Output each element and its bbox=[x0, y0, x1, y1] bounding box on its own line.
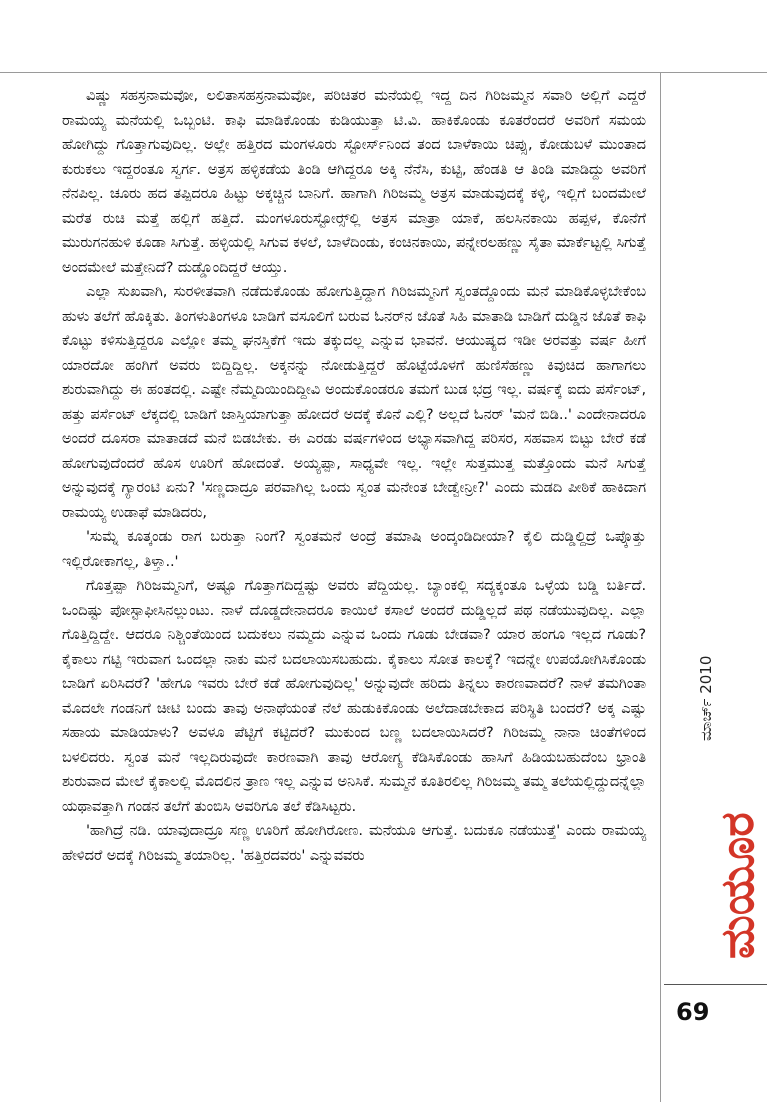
article-body bbox=[62, 84, 646, 868]
footer-rule bbox=[664, 984, 767, 985]
paragraph-4: ಗೊತ್ತಪ್ಪಾ ಗಿರಿಜಮ್ಮನಿಗೆ, ಅಷ್ಟೂ ಗೊತ್ತಾಗದಿದ್ದಷ್ಟು ಅವರು ಪೆದ್ದಿಯಲ್ಲ. ಬ್ಯಾಂಕಲ್ಲಿ ಸದ್ಯಕ್ಕಂತೂ ಒಳ್ಳೆಯ ಬಡ್ಡಿ ಬರ್ತಿದೆ. ಒಂದಿಷ್ಟು ಪೋಸ್ಟಾಫೀಸಿನಲ್ಲುಂಟು. ನಾಳೆ ದೊಡ್ಡದೇನಾದರೂ ಕಾಯಿಲೆ ಕಸಾಲೆ ಅಂದರೆ ದುಡ್ಡಿಲ್ಲದೆ ಪಥ ನಡೆಯುವುದಿಲ್ಲ. ಎಲ್ಲಾ ಗೊತ್ತಿದ್ದಿದ್ದೇ. ಆದರೂ ನಿಶ್ಚಿಂತೆಯಿಂದ ಬದುಕಲು ನಮ್ಮದು ಎನ್ನುವ ಒಂದು ಗೂಡು ಬೇಡವಾ? ಯಾರ ಹಂಗೂ ಇಲ್ಲದ ಗೂಡು? ಕೈಕಾಲು ಗಟ್ಟಿ ಇರುವಾಗ ಒಂದಲ್ಲಾ ನಾಕು ಮನೆ ಬದಲಾಯಿಸಬಹುದು. ಕೈಕಾಲು ಸೋತ ಕಾಲಕ್ಕೆ? ಇದನ್ನೇ ಉಪಯೋಗಿಸಿಕೊಂಡು ಬಾಡಿಗೆ ಏರಿಸಿದರೆ? 'ಹೇಗೂ ಇವರು ಬೇರೆ ಕಡೆ ಹೋಗುವುದಿಲ್ಲ' ಅನ್ನುವುದೇ ಹರಿದು ತಿನ್ನಲು ಕಾರಣವಾದರೆ? ನಾಳೆ ತಮಗಿಂತಾ ಮೊದಲೇ ಗಂಡನಿಗೆ ಚೀಟಿ ಬಂದು ತಾವು ಅನಾಥೆಯಂತೆ ನೆಲೆ ಹುಡುಕಿಕೊಂಡು ಅಲೆದಾಡಬೇಕಾದ ಪರಿಸ್ಥಿತಿ ಬಂದರೆ? ಅಕ್ಕ ಎಷ್ಟು ಸಹಾಯ ಮಾಡಿಯಾಳು? ಅವಳೂ ಪೆಟ್ಟಿಗೆ ಕಟ್ಟಿದರೆ? ಮುಕುಂದ ಬಣ್ಣ ಬದಲಾಯಿಸಿದರೆ? ಗಿರಿಜಮ್ಮ ನಾನಾ ಚಿಂತೆಗಳಿಂದ ಬಳಲಿದರು. ಸ್ವಂತ ಮನೆ ಇಲ್ಲದಿರುವುದೇ ಕಾರಣವಾಗಿ ತಾವು ಆರೋಗ್ಯ ಕೆಡಿಸಿಕೊಂಡು ಹಾಸಿಗೆ ಹಿಡಿಯಬಹುದೆಂಬ ಭ್ರಾಂತಿ ಶುರುವಾದ ಮೇಲೆ ಕೈಕಾಲಲ್ಲಿ ಮೊದಲಿನ ತ್ರಾಣ ಇಲ್ಲ ಎನ್ನುವ ಅನಿಸಿಕೆ. ಸುಮ್ಮನೆ ಕೂತಿರಲಿಲ್ಲ ಗಿರಿಜಮ್ಮ ತಮ್ಮ ತಲೆಯಲ್ಲಿದ್ದುದನ್ನೆಲ್ಲಾ ಯಥಾವತ್ತಾಗಿ ಗಂಡನ ತಲೆಗೆ ತುಂಬಿಸಿ ಅವರಿಗೂ ತಲೆ ಕೆಡಿಸಿಟ್ಟರು. bbox=[62, 577, 646, 815]
margin-rule bbox=[660, 72, 661, 1102]
page-number: 69 bbox=[676, 998, 710, 1026]
magazine-title: ಮಯೂರ bbox=[710, 812, 764, 959]
top-rule bbox=[0, 72, 767, 73]
paragraph-1: ವಿಷ್ಣು ಸಹಸ್ರನಾಮವೋ, ಲಲಿತಾಸಹಸ್ರನಾಮವೋ, ಪರಿಚಿತರ ಮನೆಯಲ್ಲಿ ಇದ್ದ ದಿನ ಗಿರಿಜಮ್ಮನ ಸವಾರಿ ಅಲ್ಲಿಗೆ ಎದ್ದರೆ ರಾಮಯ್ಯ ಮನೆಯಲ್ಲಿ ಒಬ್ಬಂಟಿ. ಕಾಫಿ ಮಾಡಿಕೊಂಡು ಕುಡಿಯುತ್ತಾ ಟಿ.ವಿ. ಹಾಕಿಕೊಂಡು ಕೂತರೆಂದರೆ ಅವರಿಗೆ ಸಮಯ ಹೋಗಿದ್ದು ಗೊತ್ತಾಗುವುದಿಲ್ಲ. ಅಲ್ಲೇ ಹತ್ತಿರದ ಮಂಗಳೂರು ಸ್ಟೋರ್ಸ್‌ನಿಂದ ತಂದ ಬಾಳೆಕಾಯಿ ಚಿಪ್ಸು, ಕೋಡುಬಳೆ ಮುಂತಾದ ಕುರುಕಲು ಇದ್ದರಂತೂ ಸ್ವರ್ಗ. ಅತ್ರಸ ಹಳ್ಳಿಕಡೆಯ ತಿಂಡಿ ಆಗಿದ್ದರೂ ಅಕ್ಕಿ ನೆನೆಸಿ, ಕುಟ್ಟಿ, ಹೆಂಡತಿ ಆ ತಿಂಡಿ ಮಾಡಿದ್ದು ಅವರಿಗೆ ನೆನಪಿಲ್ಲ. ಚೂರು ಹದ ತಪ್ಪಿದರೂ ಹಿಟ್ಟು ಅಕ್ಕಚ್ಚಿನ ಬಾನಿಗೆ. ಹಾಗಾಗಿ ಗಿರಿಜಮ್ಮ ಅತ್ರಸ ಮಾಡುವುದಕ್ಕೆ ಕಳ್ಳಿ, ಇಲ್ಲಿಗೆ ಬಂದಮೇಲೆ ಮರೆತ ರುಚಿ ಮತ್ತೆ ಹಲ್ಲಿಗೆ ಹತ್ತಿದೆ. ಮಂಗಳೂರುಸ್ಟೋರ್‍ಸ್‌ಲ್ಲಿ ಅತ್ರಸ ಮಾತ್ರಾ ಯಾಕೆ, ಹಲಸಿನಕಾಯಿ ಹಪ್ಪಳ, ಕೊನೆಗೆ ಮುರುಗನಹುಳಿ ಕೂಡಾ ಸಿಗುತ್ತೆ. ಹಳ್ಳಿಯಲ್ಲಿ ಸಿಗುವ ಕಳಲೆ, ಬಾಳೆದಿಂಡು, ಕಂಚಿನಕಾಯಿ, ಪನ್ನೇರಲಹಣ್ಣು ಸೈತಾ ಮಾರ್ಕೆಟ್ಟಲ್ಲಿ ಸಿಗುತ್ತೆ ಅಂದಮೇಲೆ ಮತ್ತೇನಿದೆ? ದುಡ್ಡೊಂದಿದ್ದರೆ ಆಯ್ತು. bbox=[62, 87, 646, 276]
issue-date: ಮಾರ್ಚ್ 2010 bbox=[697, 655, 715, 741]
paragraph-2: ಎಲ್ಲಾ ಸುಖವಾಗಿ, ಸುರಳೀತವಾಗಿ ನಡೆದುಕೊಂಡು ಹೋಗುತ್ತಿದ್ದಾಗ ಗಿರಿಜಮ್ಮನಿಗೆ ಸ್ವಂತದ್ದೊಂದು ಮನೆ ಮಾಡಿಕೊಳ್ಳಬೇಕೆಂಬ ಹುಳು ತಲೆಗೆ ಹೊಕ್ಕಿತು. ತಿಂಗಳುತಿಂಗಳೂ ಬಾಡಿಗೆ ವಸೂಲಿಗೆ ಬರುವ ಓನರ್‌ನ ಜೊತೆ ಸಿಹಿ ಮಾತಾಡಿ ಬಾಡಿಗೆ ದುಡ್ಡಿನ ಜೊತೆ ಕಾಫಿ ಕೊಟ್ಟು ಕಳಿಸುತ್ತಿದ್ದರೂ ಎಲ್ಲೋ ತಮ್ಮ ಘನಸ್ತಿಕೆಗೆ ಇದು ತಕ್ಕುದಲ್ಲ ಎನ್ನುವ ಭಾವನೆ. ಆಯುಷ್ಯದ ಇಡೀ ಅರವತ್ತು ವರ್ಷ ಹೀಗೆ ಯಾರದೋ ಹಂಗಿಗೆ ಅವರು ಬಿದ್ದಿದ್ದಿಲ್ಲ. ಅಕ್ಕನನ್ನು ನೋಡುತ್ತಿದ್ದರೆ ಹೊಟ್ಟೆಯೊಳಗೆ ಹುಣಿಸೆಹಣ್ಣು ಕಿವುಚಿದ ಹಾಗಾಗಲು ಶುರುವಾಗಿದ್ದು ಈ ಹಂತದಲ್ಲಿ. ಎಷ್ಟೇ ನೆಮ್ಮದಿಯಿಂದಿದ್ದೀವಿ ಅಂದುಕೊಂಡರೂ ತಮಗೆ ಬುಡ ಭದ್ರ ಇಲ್ಲ. ವರ್ಷಕ್ಕೆ ಐದು ಪರ್ಸೆಂಟ್, ಹತ್ತು ಪರ್ಸೆಂಟ್ ಲೆಕ್ಕದಲ್ಲಿ ಬಾಡಿಗೆ ಜಾಸ್ತಿಯಾಗುತ್ತಾ ಹೋದರೆ ಅದಕ್ಕೆ ಕೊನೆ ಎಲ್ಲಿ? ಅಲ್ಲದೆ ಓನರ್ 'ಮನೆ ಬಿಡಿ..' ಎಂದೇನಾದರೂ ಅಂದರೆ ದೂಸರಾ ಮಾತಾಡದೆ ಮನೆ ಬಿಡಬೇಕು. ಈ ಎರಡು ವರ್ಷಗಳಿಂದ ಅಭ್ಯಾಸವಾಗಿದ್ದ ಪರಿಸರ, ಸಹವಾಸ ಬಿಟ್ಟು ಬೇರೆ ಕಡೆ ಹೋಗುವುದೆಂದರೆ ಹೊಸ ಊರಿಗೆ ಹೋದಂತೆ. ಅಯ್ಯಪ್ಪಾ, ಸಾಧ್ಯವೇ ಇಲ್ಲ. ಇಲ್ಲೇ ಸುತ್ತಮುತ್ತ ಮತ್ತೊಂದು ಮನೆ ಸಿಗುತ್ತೆ ಅನ್ನುವುದಕ್ಕೆ ಗ್ಯಾರಂಟಿ ಏನು? 'ಸಣ್ಣದಾದ್ರೂ ಪರವಾಗಿಲ್ಲ ಒಂದು ಸ್ವಂತ ಮನೇಂತ ಬೇಡ್ವೇನ್ರೀ?' ಎಂದು ಮಡದಿ ಪೀಠಿಕೆ ಹಾಕಿದಾಗ ರಾಮಯ್ಯ ಉಡಾಫೆ ಮಾಡಿದರು, bbox=[62, 283, 646, 521]
paragraph-5: 'ಹಾಗಿದ್ರೆ ನಡಿ. ಯಾವುದಾದ್ರೂ ಸಣ್ಣ ಊರಿಗೆ ಹೋಗಿರೋಣ. ಮನೆಯೂ ಆಗುತ್ತೆ. ಬದುಕೂ ನಡೆಯುತ್ತೆ' ಎಂದು ರಾಮಯ್ಯ ಹೇಳಿದರೆ ಅದಕ್ಕೆ ಗಿರಿಜಮ್ಮ ತಯಾರಿಲ್ಲ. 'ಹತ್ತಿರದವರು' ಎನ್ನುವವರು bbox=[62, 822, 646, 864]
paragraph-3-quote: 'ಸುಮ್ನೆ ಕೂತ್ಕಂಡು ರಾಗ ಬರುತ್ತಾ ನಿಂಗೆ? ಸ್ವಂತಮನೆ ಅಂದ್ರೆ ತಮಾಷಿ ಅಂದ್ಕಂಡಿದೀಯಾ? ಕೈಲಿ ದುಡ್ಡಿಲ್ದಿದ್ರೆ ಒಪ್ಕೊತ್ತು ಇಲ್ಲಿರೋಕಾಗಲ್ಲ, ತಿಳ್ತಾ..' bbox=[62, 528, 646, 570]
